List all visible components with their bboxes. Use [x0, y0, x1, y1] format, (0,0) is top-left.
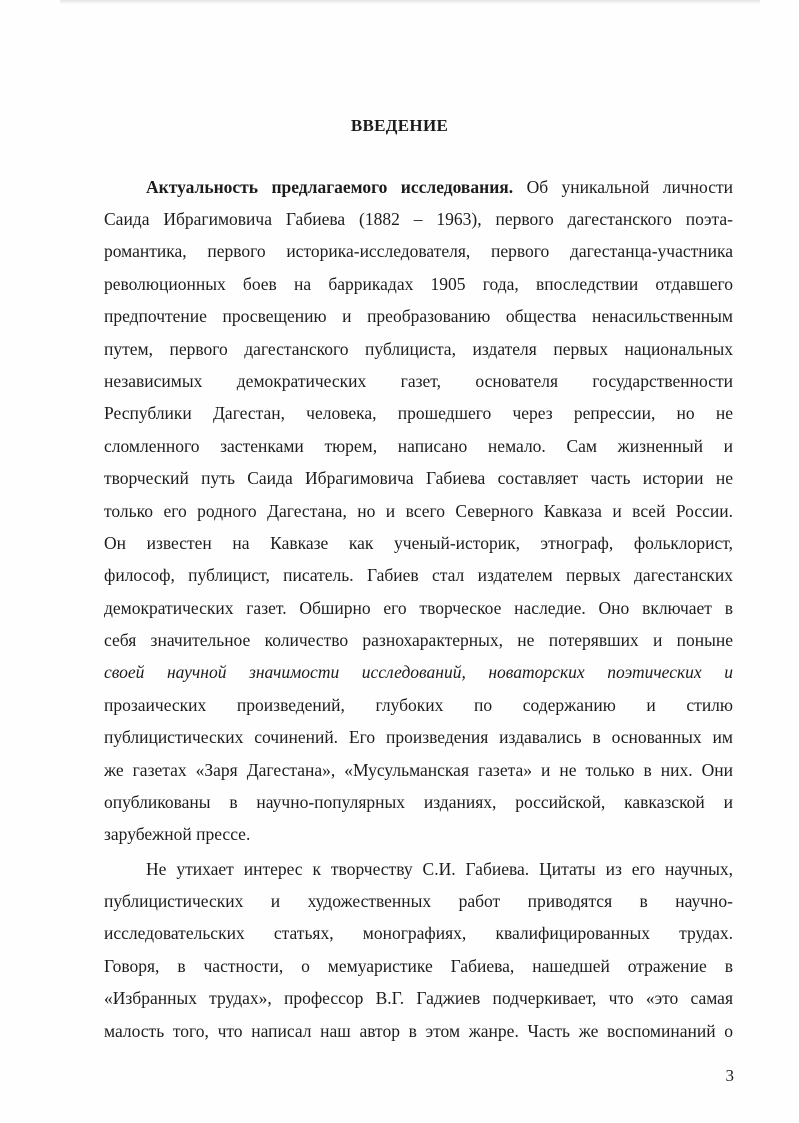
text-line: Говоря, в частности, о мемуаристике Габиева, нашедшей отражение в	[104, 956, 733, 976]
text-line: романтика, первого историка-исследователя, первого дагестанца-участника	[104, 241, 733, 261]
scan-shadow	[60, 0, 760, 4]
text-line: демократических газет. Обширно его творческое наследие. Оно включает в	[104, 598, 733, 618]
page-heading: ВВЕДЕНИЕ	[350, 116, 449, 135]
text-line: творческий путь Саида Ибрагимовича Габиева составляет часть истории не	[104, 468, 733, 488]
text-line: Он известен на Кавказе как ученый-историк, этнограф, фольклорист,	[104, 533, 733, 553]
text-line: зарубежной прессе.	[104, 824, 251, 844]
text-line: публицистических и художественных работ приводятся в научно-	[104, 891, 733, 911]
text-line: себя значительное количество разнохарактерных, не потерявших и поныне	[104, 630, 733, 650]
text-line: предпочтение просвещению и преобразованию общества ненасильственным	[104, 306, 733, 326]
text-line: путем, первого дагестанского публициста, издателя первых национальных	[104, 339, 733, 359]
text-line: только его родного Дагестана, но и всего Северного Кавказа и всей России.	[104, 501, 733, 521]
text-line: «Избранных трудах», профессор В.Г. Гаджиев подчеркивает, что «это самая	[104, 988, 733, 1008]
text-line: революционных боев на баррикадах 1905 года, впоследствии отдавшего	[104, 274, 733, 294]
text-line: сломленного застенками тюрем, написано немало. Сам жизненный и	[104, 436, 733, 456]
italic-text-line: своей научной значимости исследований, новаторских поэтических и	[104, 662, 733, 682]
text-line: прозаических произведений, глубоких по содержанию и стилю	[104, 695, 733, 715]
text-line: независимых демократических газет, основателя государственности	[104, 371, 733, 391]
paragraph-1-first-line	[146, 176, 733, 198]
text-line: публицистических сочинений. Его произведения издавались в основанных им	[104, 727, 733, 747]
text-line: же газетах «Заря Дагестана», «Мусульманская газета» и не только в них. Они	[104, 760, 733, 780]
text-line: опубликованы в научно-популярных изданиях, российской, кавказской и	[104, 792, 733, 812]
text-line: Саида Ибрагимовича Габиева (1882 – 1963), первого дагестанского поэта-	[104, 209, 733, 229]
lead-bold-text: Актуальность предлагаемого исследования.	[146, 177, 514, 197]
text-line: Республики Дагестан, человека, прошедшего через репрессии, но не	[104, 403, 733, 423]
paragraph-2-first-line: Не утихает интерес к творчеству С.И. Габиева. Цитаты из его научных,	[146, 859, 733, 879]
text-line: малость того, что написал наш автор в этом жанре. Часть же воспоминаний о	[104, 1021, 733, 1041]
page-number: 3	[725, 1066, 734, 1085]
text-line: исследовательских статьях, монографиях, квалифицированных трудах.	[104, 923, 733, 943]
lead-rest-text: Об уникальной личности	[513, 177, 733, 197]
text-line: философ, публицист, писатель. Габиев стал издателем первых дагестанских	[104, 565, 733, 585]
